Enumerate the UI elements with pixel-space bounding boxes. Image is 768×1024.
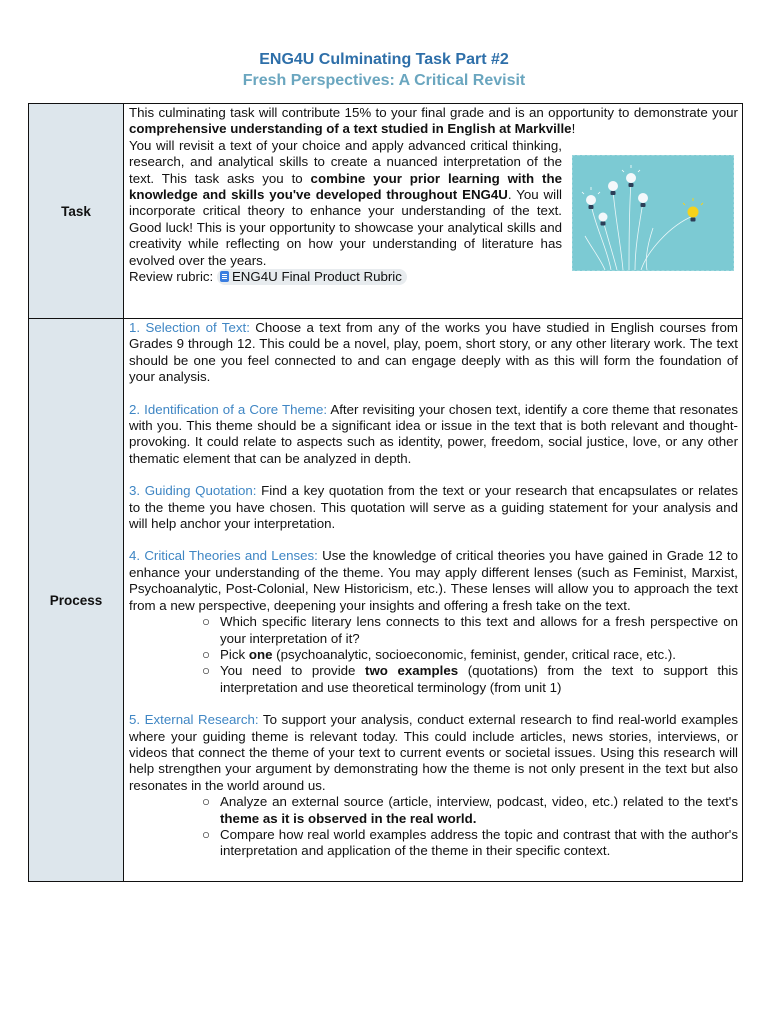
section-guiding-quotation xyxy=(129,483,738,532)
section-text: After revisiting your chosen text, identify a core theme that resonates with you. This theme should be a significant idea or issue in the text that is both relevant and thought-provoking. It could relate to aspects such as identity, power, freedom, social justice, love, or any other thematic element that can be analyzed in depth. xyxy=(129,401,738,466)
list-item xyxy=(202,614,738,647)
section-heading: 5. External Research: xyxy=(129,712,259,728)
document-icon xyxy=(220,271,229,282)
section-text: Choose a text from any of the works you have studied in English courses from Grades 9 through 12. This could be a novel, play, poem, short story, or any other literary work. The text should be one you feel connected to and can engage deeply with as this will form the foundation of your analysis. xyxy=(129,320,738,385)
task-content xyxy=(124,104,743,319)
process-content xyxy=(124,319,743,882)
task-intro-emphasis: comprehensive understanding of a text studied in English at Markville xyxy=(129,121,572,137)
process-row xyxy=(29,319,743,882)
task-intro-text: This culminating task will contribute 15% to your final grade and is an opportunity to demonstrate your xyxy=(129,105,738,120)
list-item-emphasis: two examples xyxy=(365,663,459,679)
task-row xyxy=(29,104,743,319)
list-item-text: (quotations) from the text to support this interpretation and use theoretical terminology (from unit 1) xyxy=(220,663,739,695)
task-body-end: . You will incorporate critical theory to enhance your understanding of the text. Good luck! This is your opportunity to showcase your analytical skills and creativity while reflecting on how your understanding of literature has evolved over the years. xyxy=(129,187,563,268)
bullet-list xyxy=(129,794,738,860)
page-subtitle: Fresh Perspectives: A Critical Revisit xyxy=(242,72,526,89)
rubric-label: Review rubric: xyxy=(129,269,217,285)
section-text: Use the knowledge of critical theories you have gained in Grade 12 to enhance your understanding of the theme. You may apply different lenses (such as Feminist, Marxist, Psychoanalytic, Post-Colonial, New Historicism, etc.). These lenses will allow you to approach the text from a new perspective, deepening your insights and offering a fresh take on the text. xyxy=(129,548,738,613)
rubric-line xyxy=(129,269,738,285)
section-critical-theories xyxy=(129,548,738,696)
list-item xyxy=(202,794,738,827)
list-item-text: Analyze an external source (article, interview, podcast, video, etc.) related to the text's xyxy=(220,794,738,810)
section-selection-of-text xyxy=(129,320,738,386)
circle-bullet-icon: ○ xyxy=(202,826,211,842)
circle-bullet-icon: ○ xyxy=(202,614,211,630)
process-label: Process xyxy=(29,319,124,882)
task-table xyxy=(28,103,743,882)
page-title: ENG4U Culminating Task Part #2 xyxy=(259,51,509,68)
list-item xyxy=(202,663,738,696)
section-core-theme xyxy=(129,402,738,468)
list-item-text: Which specific literary lens connects to this text and allows for a fresh perspective on your interpretation of it? xyxy=(220,614,738,646)
list-item-text: You need to provide xyxy=(220,663,366,679)
section-heading: 4. Critical Theories and Lenses: xyxy=(129,548,318,564)
task-label: Task xyxy=(29,104,124,319)
rubric-link-text: ENG4U Final Product Rubric xyxy=(231,269,402,285)
bullet-list xyxy=(129,614,738,696)
list-item-emphasis: theme as it is observed in the real world. xyxy=(220,810,477,826)
list-item-text: Pick xyxy=(220,646,249,662)
list-item-text: (psychoanalytic, socioeconomic, feminist, gender, critical race, etc.). xyxy=(272,646,676,662)
section-heading: 1. Selection of Text: xyxy=(129,320,250,335)
task-body-text: You will revisit a text of your choice and apply advanced critical thinking, research, and analytical skills to create a nuanced interpretation of the text. This task asks you to xyxy=(129,137,562,186)
section-heading: 3. Guiding Quotation: xyxy=(129,483,257,499)
list-item-emphasis: one xyxy=(248,646,273,662)
list-item-text: Compare how real world examples address the topic and contrast that with the author's interpretation and application of the theme in their specific context. xyxy=(220,826,738,859)
section-text: Find a key quotation from the text or your research that encapsulates or relates to the theme you have chosen. This quotation will serve as a guiding statement for your analysis and will help anchor your interpretation. xyxy=(129,483,739,532)
list-item xyxy=(202,647,738,663)
list-item xyxy=(202,827,738,860)
section-external-research xyxy=(129,712,738,860)
circle-bullet-icon: ○ xyxy=(202,663,211,679)
title-block xyxy=(0,50,768,92)
rubric-link[interactable] xyxy=(217,269,407,285)
section-heading: 2. Identification of a Core Theme: xyxy=(129,401,328,417)
task-intro xyxy=(129,105,738,138)
circle-bullet-icon: ○ xyxy=(202,794,211,810)
lightbulbs-illustration-icon xyxy=(572,155,734,271)
section-text: To support your analysis, conduct external research to find real-world examples where your guiding theme is relevant today. This could include articles, news stories, interviews, or videos that connect the theme of your text to current events or societal issues. Using this research will help strengthen your argument by demonstrating how the theme is not only present in the text but also resonates in the world around us. xyxy=(129,712,739,793)
task-body-emphasis: combine your prior learning with the knowledge and skills you've developed throughout ENG4U xyxy=(129,170,562,203)
task-intro-end: ! xyxy=(571,121,576,137)
circle-bullet-icon: ○ xyxy=(202,646,211,662)
